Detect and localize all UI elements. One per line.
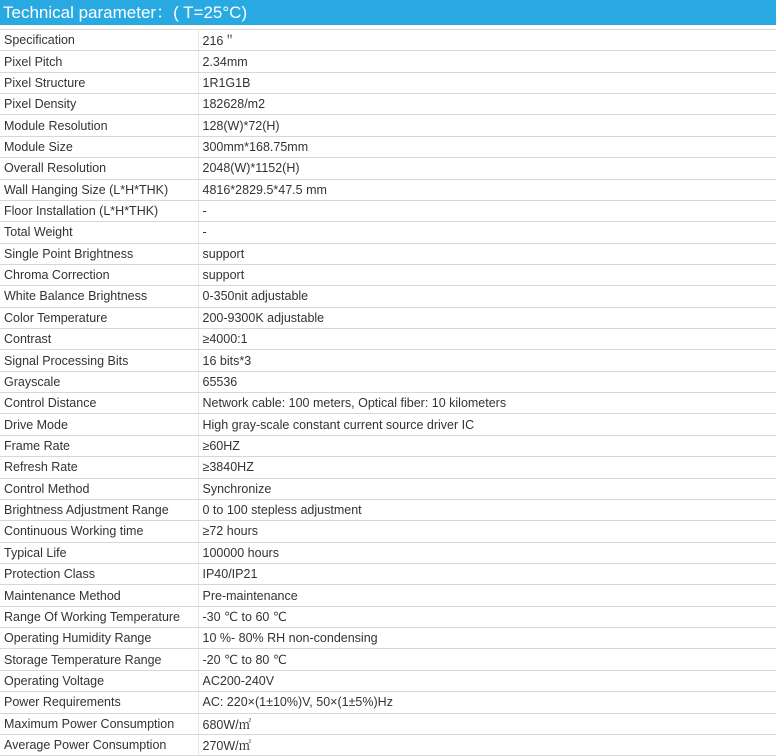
table-row: [0, 286, 776, 307]
row-label: Grayscale: [0, 371, 198, 392]
row-label: Frame Rate: [0, 435, 198, 456]
row-value: -20 ℃ to 80 ℃: [198, 649, 776, 670]
table-row: [0, 435, 776, 456]
row-value: 65536: [198, 371, 776, 392]
row-value: 100000 hours: [198, 542, 776, 563]
row-label: Control Distance: [0, 393, 198, 414]
table-row: [0, 414, 776, 435]
row-label: Continuous Working time: [0, 521, 198, 542]
row-value: support: [198, 264, 776, 285]
table-row: [0, 649, 776, 670]
row-label: Average Power Consumption: [0, 734, 198, 755]
row-value: 128(W)*72(H): [198, 115, 776, 136]
table-row: [0, 30, 776, 51]
row-value: 680W/㎡: [198, 713, 776, 734]
row-value: ≥3840HZ: [198, 457, 776, 478]
row-value: High gray-scale constant current source driver IC: [198, 414, 776, 435]
table-row: [0, 670, 776, 691]
row-label: Maintenance Method: [0, 585, 198, 606]
row-label: White Balance Brightness: [0, 286, 198, 307]
row-label: Chroma Correction: [0, 264, 198, 285]
table-row: [0, 200, 776, 221]
row-label: Overall Resolution: [0, 158, 198, 179]
table-row: [0, 72, 776, 93]
table-row: [0, 563, 776, 584]
row-label: Typical Life: [0, 542, 198, 563]
table-row: [0, 94, 776, 115]
table-row: [0, 329, 776, 350]
table-row: [0, 393, 776, 414]
row-value: 200-9300K adjustable: [198, 307, 776, 328]
row-value: 0-350nit adjustable: [198, 286, 776, 307]
row-value: ≥60HZ: [198, 435, 776, 456]
row-value: 10 %- 80% RH non-condensing: [198, 628, 776, 649]
section-title: Technical parameter：( T=25°C): [0, 0, 776, 25]
row-label: Wall Hanging Size (L*H*THK): [0, 179, 198, 200]
table-row: [0, 51, 776, 72]
table-row: [0, 734, 776, 755]
row-label: Storage Temperature Range: [0, 649, 198, 670]
row-label: Operating Voltage: [0, 670, 198, 691]
table-row: [0, 457, 776, 478]
row-value: 4816*2829.5*47.5 mm: [198, 179, 776, 200]
row-label: Maximum Power Consumption: [0, 713, 198, 734]
table-row: [0, 542, 776, 563]
row-label: Single Point Brightness: [0, 243, 198, 264]
row-value: Pre-maintenance: [198, 585, 776, 606]
row-value: IP40/IP21: [198, 563, 776, 584]
table-row: [0, 222, 776, 243]
row-label: Contrast: [0, 329, 198, 350]
table-row: [0, 371, 776, 392]
row-label: Brightness Adjustment Range: [0, 499, 198, 520]
row-label: Total Weight: [0, 222, 198, 243]
row-value: 2.34mm: [198, 51, 776, 72]
spec-table-body: [0, 30, 776, 756]
row-value: 300mm*168.75mm: [198, 136, 776, 157]
table-row: [0, 307, 776, 328]
row-label: Control Method: [0, 478, 198, 499]
row-value: -: [198, 200, 776, 221]
spec-table: [0, 29, 776, 756]
table-row: [0, 692, 776, 713]
table-row: [0, 499, 776, 520]
row-label: Module Resolution: [0, 115, 198, 136]
row-label: Protection Class: [0, 563, 198, 584]
row-value: support: [198, 243, 776, 264]
row-label: Color Temperature: [0, 307, 198, 328]
table-row: [0, 521, 776, 542]
row-value: -30 ℃ to 60 ℃: [198, 606, 776, 627]
row-label: Floor Installation (L*H*THK): [0, 200, 198, 221]
table-row: [0, 136, 776, 157]
row-label: Specification: [0, 30, 198, 51]
table-row: [0, 350, 776, 371]
row-label: Range Of Working Temperature: [0, 606, 198, 627]
row-value: 270W/㎡: [198, 734, 776, 755]
table-row: [0, 179, 776, 200]
table-row: [0, 606, 776, 627]
row-label: Module Size: [0, 136, 198, 157]
row-label: Operating Humidity Range: [0, 628, 198, 649]
row-label: Pixel Pitch: [0, 51, 198, 72]
row-value: 182628/m2: [198, 94, 776, 115]
row-label: Signal Processing Bits: [0, 350, 198, 371]
table-row: [0, 243, 776, 264]
row-label: Pixel Density: [0, 94, 198, 115]
row-value: Synchronize: [198, 478, 776, 499]
table-row: [0, 713, 776, 734]
row-value: 2048(W)*1152(H): [198, 158, 776, 179]
row-value: AC200-240V: [198, 670, 776, 691]
row-label: Pixel Structure: [0, 72, 198, 93]
row-label: Refresh Rate: [0, 457, 198, 478]
table-row: [0, 478, 776, 499]
row-value: AC: 220×(1±10%)V, 50×(1±5%)Hz: [198, 692, 776, 713]
table-row: [0, 628, 776, 649]
table-row: [0, 585, 776, 606]
row-value: -: [198, 222, 776, 243]
row-value: ≥4000:1: [198, 329, 776, 350]
row-value: 16 bits*3: [198, 350, 776, 371]
table-row: [0, 264, 776, 285]
table-row: [0, 158, 776, 179]
row-value: 0 to 100 stepless adjustment: [198, 499, 776, 520]
table-row: [0, 115, 776, 136]
row-value: 1R1G1B: [198, 72, 776, 93]
row-value: Network cable: 100 meters, Optical fiber: 10 kilometers: [198, 393, 776, 414]
row-value: ≥72 hours: [198, 521, 776, 542]
row-value: 216＂: [198, 30, 776, 51]
row-label: Power Requirements: [0, 692, 198, 713]
row-label: Drive Mode: [0, 414, 198, 435]
